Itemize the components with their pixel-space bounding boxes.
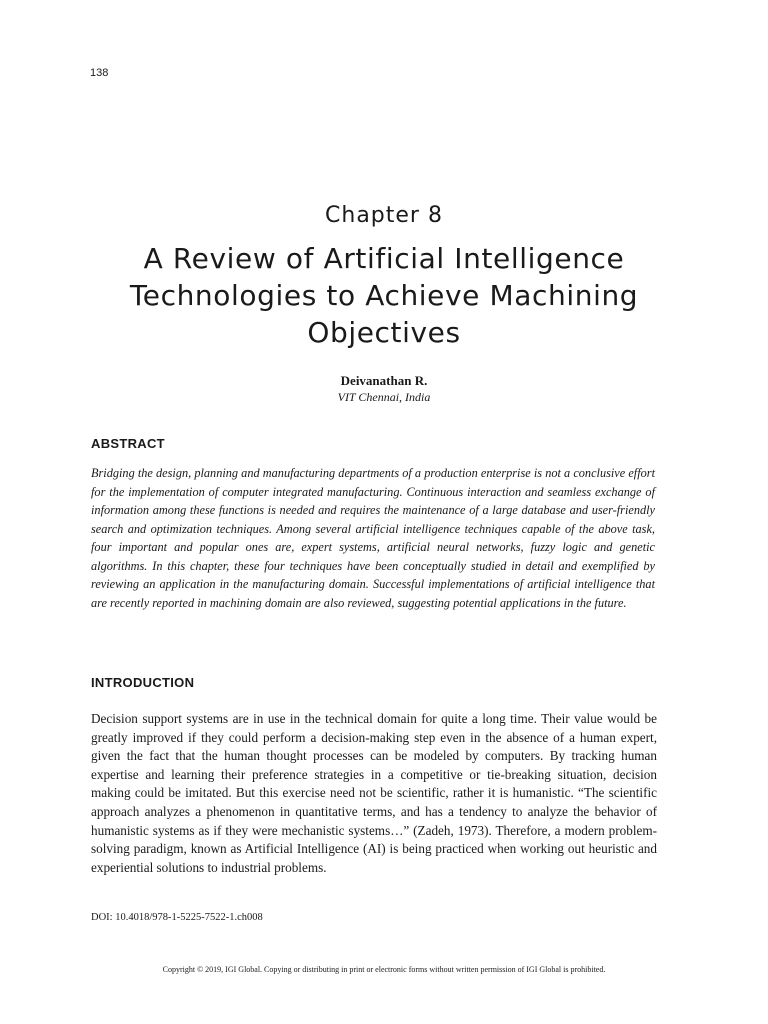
abstract-text: Bridging the design, planning and manufacturing departments of a production enterprise is not a conclusive effort for the implementation of computer integrated manufacturing. Continuous interaction and seamless exchange of information among these functions is needed and requires the maintenance of a large database and user-friendly search and optimization techniques. Among several artificial intelligence techniques capable of the above task, four important and popular ones are, expert systems, artificial neural networks, fuzzy logic and genetic algorithms. In this chapter, these four techniques have been conceptually studied in detail and exemplified by reviewing an application in the manufacturing domain. Successful implementations of artificial intelligence that are recently reported in machining domain are also reviewed, suggesting potential applications in the future. (91, 466, 655, 610)
abstract-heading: ABSTRACT (91, 436, 165, 451)
chapter-label: Chapter 8 (325, 203, 443, 228)
copyright-notice: Copyright © 2019, IGI Global. Copying or distributing in print or electronic forms without written permission of IGI Global is prohibited. (162, 965, 606, 974)
doi-line: DOI: 10.4018/978-1-5225-7522-1.ch008 (91, 912, 263, 923)
introduction-text: Decision support systems are in use in the technical domain for quite a long time. Their value would be greatly improved if they could perform a decision-making step even in the absence of a human expert, given the fact that the human thought processes can be modeled by computers. By tracking human expertise and learning their preference strategies in a competitive or tie-breaking situation, decision making could be imitated. But this exercise need not be scientific, rather it is humanistic. “The scientific approach analyzes a phenomenon in quantitative terms, and has a tendency to analyze the behavior of humanistic systems as if they were mechanistic systems…” (Zadeh, 1973). Therefore, a modern problem-solving paradigm, known as Artificial Intelligence (AI) is being practiced when working out heuristic and experiential solutions to industrial problems. (91, 711, 657, 875)
page-number: 138 (90, 67, 109, 79)
introduction-heading: INTRODUCTION (91, 675, 195, 690)
chapter-title: A Review of Artificial Intelligence Technologies to Achieve Machining Objectives (129, 242, 639, 349)
author-affiliation: VIT Chennai, India (337, 390, 431, 404)
author-name: Deivanathan R. (340, 373, 428, 388)
